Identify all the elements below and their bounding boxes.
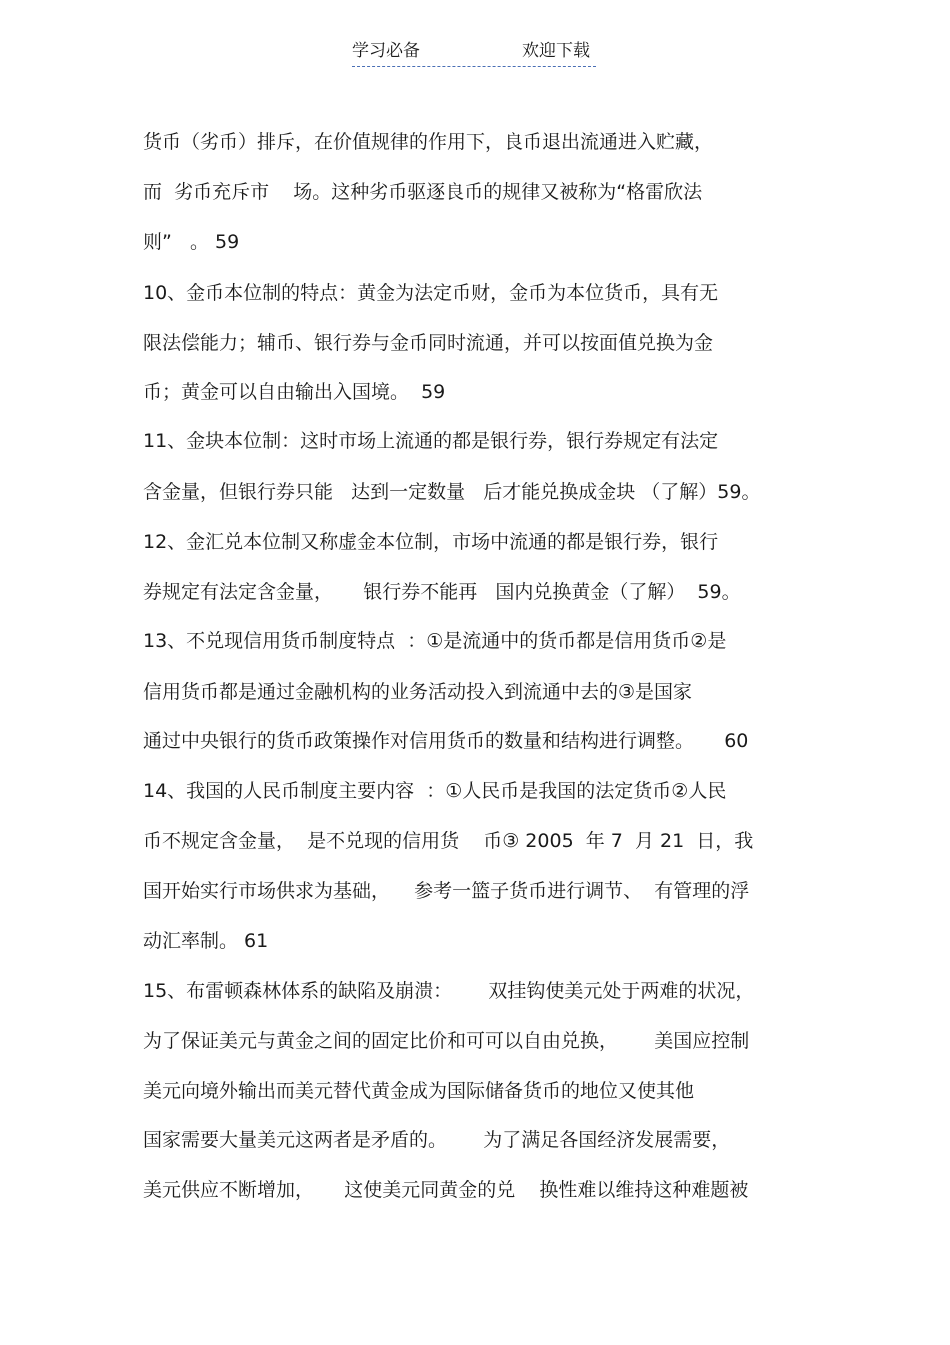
header-left-text: 学习必备 (352, 41, 420, 61)
text-line: 币不规定含金量， 是不兑现的信用货 币③ 2005 年 7 月 21 日，我 (143, 830, 754, 852)
text-line: 限法偿能力；辅币、银行券与金币同时流通，并可以按面值兑换为金 (143, 332, 714, 354)
page-header (352, 40, 596, 67)
text-line: 美元向境外输出而美元替代黄金成为国际储备货币的地位又使其他 (143, 1080, 695, 1102)
text-line: 12、金汇兑本位制又称虚金本位制，市场中流通的都是银行券，银行 (143, 531, 719, 553)
text-line: 国开始实行市场供求为基础， 参考一篮子货币进行调节、 有管理的浮 (143, 880, 750, 902)
text-line: 14、我国的人民币制度主要内容 ：①人民币是我国的法定货币②人民 (143, 780, 727, 802)
text-line: 10、金币本位制的特点：黄金为法定币财，金币为本位货币，具有无 (143, 282, 719, 304)
text-line: 11、金块本位制：这时市场上流通的都是银行券，银行券规定有法定 (143, 430, 719, 452)
text-line: 美元供应不断增加， 这使美元同黄金的兑 换性难以维持这种难题被 (143, 1179, 749, 1201)
text-line: 则” 。 59 (143, 231, 240, 253)
text-line: 币；黄金可以自由输出入国境。 59 (143, 381, 446, 403)
text-line: 通过中央银行的货币政策操作对信用货币的数量和结构进行调整。 60 (143, 730, 749, 752)
text-line: 而 劣币充斥市 场。这种劣币驱逐良币的规律又被称为“格雷欣法 (143, 181, 703, 203)
text-line: 含金量，但银行券只能 达到一定数量 后才能兑换成金块 （了解）59。 (143, 481, 761, 503)
text-line: 13、不兑现信用货币制度特点 ：①是流通中的货币都是信用货币②是 (143, 630, 727, 652)
text-line: 信用货币都是通过金融机构的业务活动投入到流通中去的③是国家 (143, 681, 693, 703)
text-line: 为了保证美元与黄金之间的固定比价和可可以自由兑换， 美国应控制 (143, 1030, 750, 1052)
text-line: 15、布雷顿森林体系的缺陷及崩溃： 双挂钩使美元处于两难的状况， (143, 980, 755, 1002)
text-line: 货币（劣币）排斥，在价值规律的作用下，良币退出流通进入贮藏， (143, 131, 714, 153)
text-line: 券规定有法定含金量， 银行券不能再 国内兑换黄金（了解） 59。 (143, 581, 741, 603)
text-line: 动汇率制。 61 (143, 930, 269, 952)
header-right-text: 欢迎下载 (522, 41, 590, 61)
text-line: 国家需要大量美元这两者是矛盾的。 为了满足各国经济发展需要， (143, 1129, 731, 1151)
